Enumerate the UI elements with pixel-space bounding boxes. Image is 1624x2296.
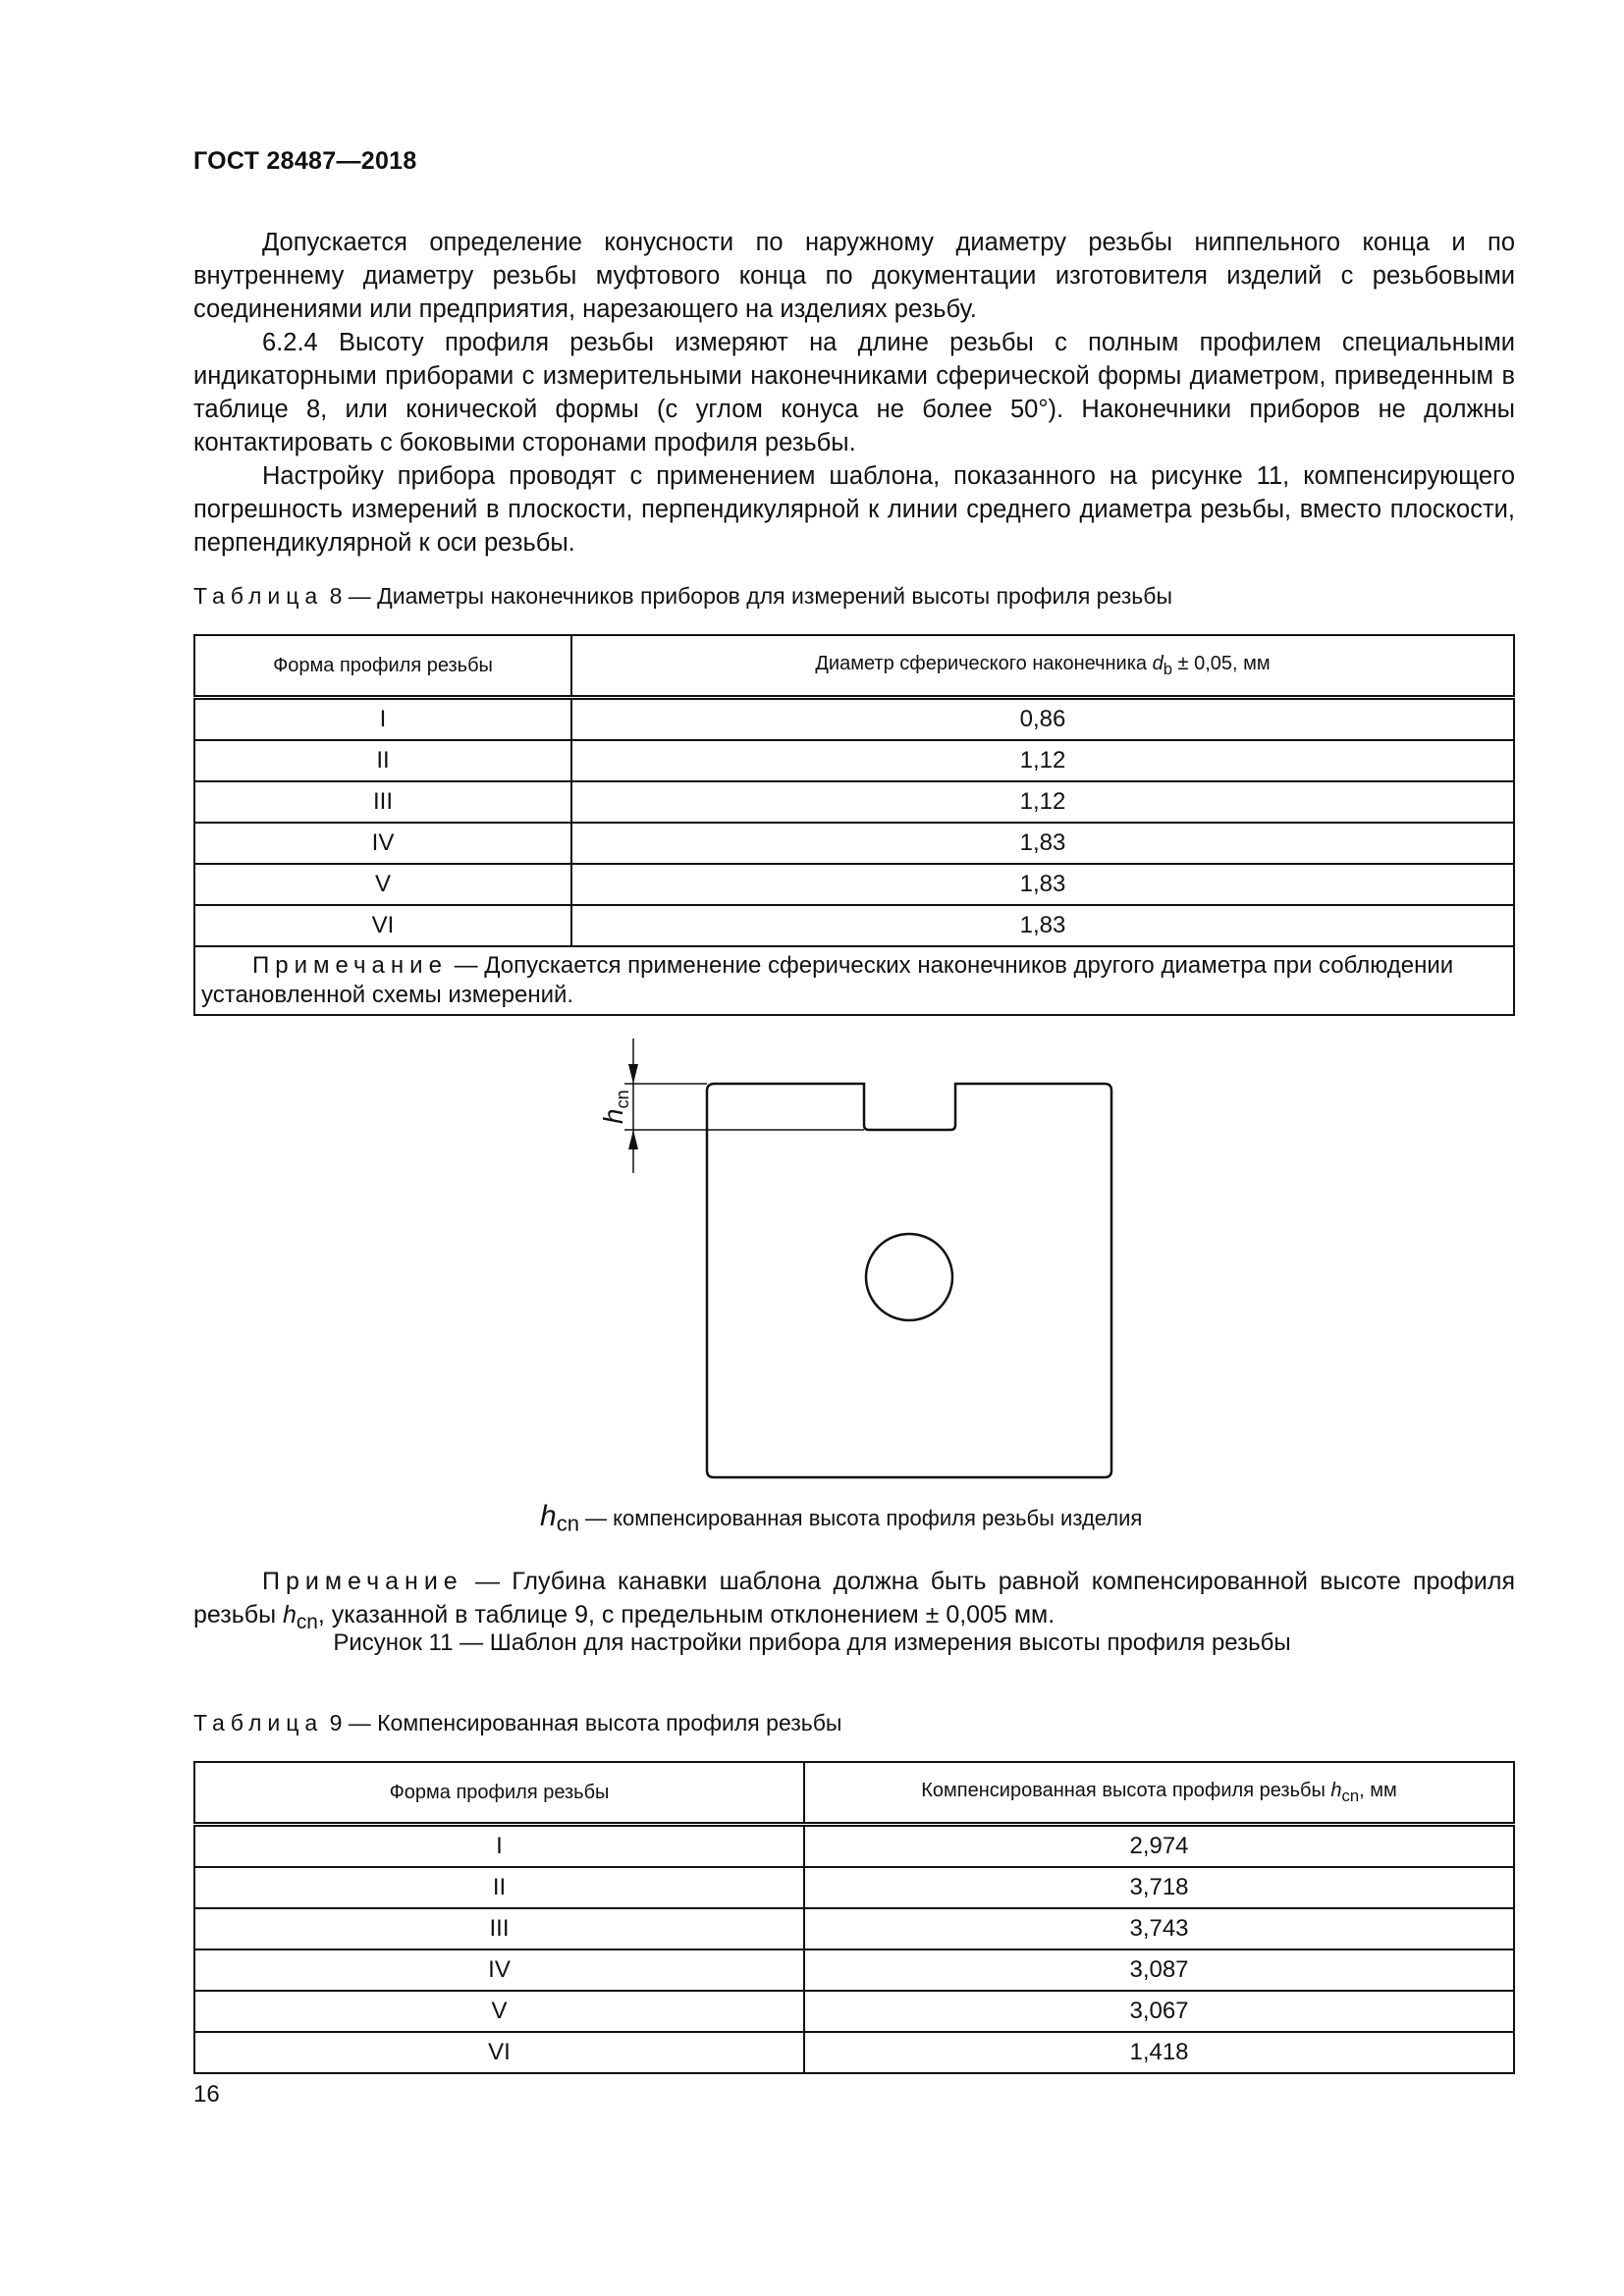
table-row: IV 3,087 xyxy=(194,1949,1514,1991)
table-row: IV 1,83 xyxy=(194,823,1514,864)
table-8 xyxy=(193,634,1515,1016)
paragraph-taper: Допускается определение конусности по наружному диаметру резьбы ниппельного конца и по внутреннему диаметру резьбы муфтового конца по документации изготовителя изделий с резьбовыми соединениями или предприятия, нарезающего на изделиях резьбу. xyxy=(193,229,1515,323)
template-hole xyxy=(866,1234,952,1320)
figure11-legend: $h_{cn}$ — компенсированная высота профиля резьбы изделия xyxy=(540,1500,1143,1536)
figure-11-template-drawing xyxy=(550,1031,1139,1492)
table9-caption-label: Таблица xyxy=(193,1710,324,1735)
table8-note: Примечание — Допускается применение сферических наконечников другого диаметра при соблюдении установленной схемы измерений. xyxy=(194,946,1514,1015)
dimension-sub: cn xyxy=(613,1090,632,1109)
dimension-var: h xyxy=(598,1108,628,1124)
table-row: V 1,83 xyxy=(194,864,1514,905)
dimension-arrow-top xyxy=(628,1064,638,1084)
table9-caption-text: 9 — Компенсированная высота профиля резьбы xyxy=(329,1710,842,1735)
table8-caption xyxy=(193,583,1172,610)
table-row: II 3,718 xyxy=(194,1867,1514,1908)
template-outline xyxy=(707,1084,1111,1477)
table8-caption-label: Таблица xyxy=(193,583,324,609)
table8-header-diameter: Диаметр сферического наконечника $d_b \pm 0,05$, мм xyxy=(571,635,1514,698)
table-row: III 1,12 xyxy=(194,781,1514,823)
table-row: VI 1,418 xyxy=(194,2032,1514,2073)
table9-header-height: Компенсированная высота профиля резьбы $h_{cn}$, мм xyxy=(804,1762,1514,1825)
document-header: ГОСТ 28487—2018 xyxy=(193,147,417,175)
paragraph-6-2-4: 6.2.4 Высоту профиля резьбы измеряют на длине резьбы с полным профилем специальными индикаторными приборами с измерительными наконечниками сферической формы диаметром, приведенным в таблице 8, или конической формы (с углом конуса не более 50°). Наконечники приборов не должны контактировать с боковыми сторонами профиля резьбы. xyxy=(193,329,1515,456)
table-row: II 1,12 xyxy=(194,740,1514,781)
table-row: VI 1,83 xyxy=(194,905,1514,946)
table-row: III 3,743 xyxy=(194,1908,1514,1949)
paragraph-setup: Настройку прибора проводят с применением шаблона, показанного на рисунке 11, компенсирующего погрешность измерений в плоскости, перпендикулярной к линии среднего диаметра резьбы, вместо плоскости, перпендикулярной к оси резьбы. xyxy=(193,462,1515,557)
table-9 xyxy=(193,1761,1515,2074)
table-row: V 3,067 xyxy=(194,1991,1514,2032)
table-row: I 0,86 xyxy=(194,698,1514,741)
dimension-label-hcn xyxy=(598,1090,632,1124)
table8-caption-text: 8 — Диаметры наконечников приборов для измерений высоты профиля резьбы xyxy=(329,583,1172,609)
figure11-note: Примечание — Глубина канавки шаблона должна быть равной компенсированной высоте профиля резьбы $h_{cn}$, указанной в таблице 9, с предельным отклонением ± 0,005 мм. xyxy=(193,1568,1515,1633)
table9-header-form: Форма профиля резьбы xyxy=(194,1762,804,1825)
table-row: I 2,974 xyxy=(194,1825,1514,1868)
table8-header-form: Форма профиля резьбы xyxy=(194,635,571,698)
dimension-arrow-bottom xyxy=(628,1130,638,1149)
figure11-title: Рисунок 11 — Шаблон для настройки прибора для измерения высоты профиля резьбы xyxy=(333,1629,1291,1656)
page-number: 16 xyxy=(193,2081,220,2108)
table9-caption xyxy=(193,1710,841,1736)
